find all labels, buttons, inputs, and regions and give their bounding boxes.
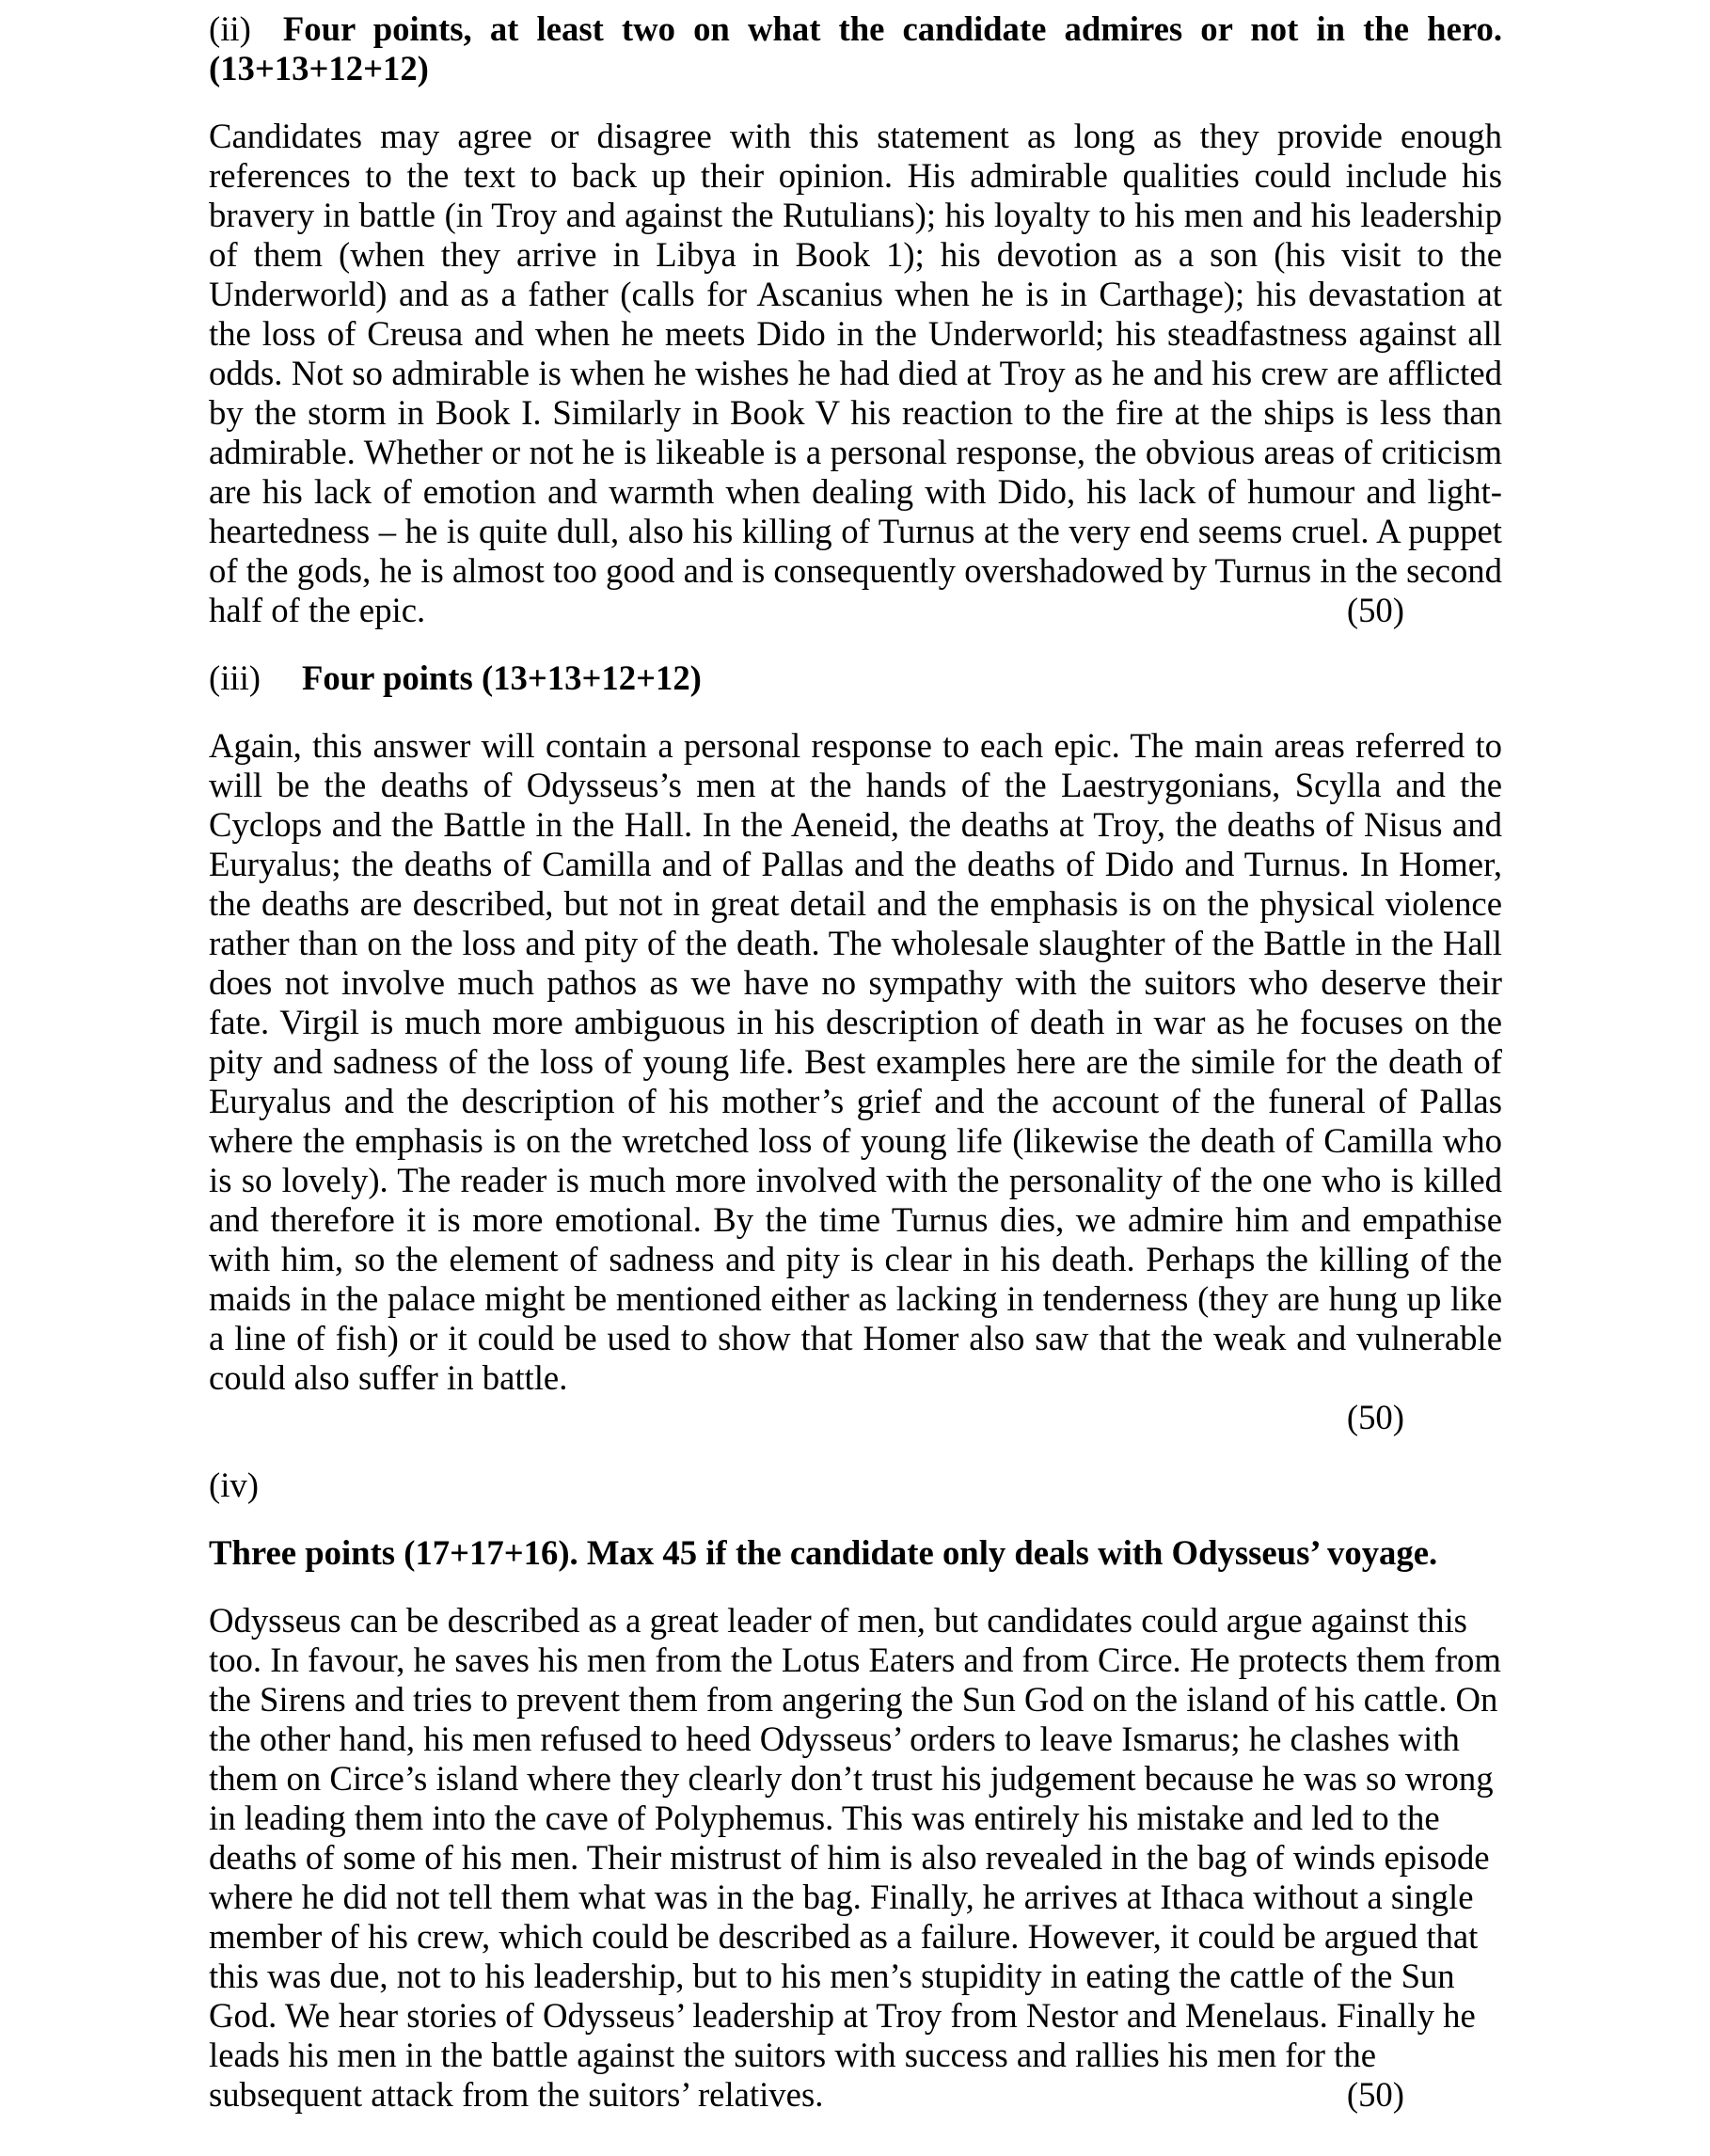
- section-iv-mark: (50): [1346, 2075, 1404, 2114]
- section-iii-heading: [209, 658, 1502, 698]
- section-ii-body-text: Candidates may agree or disagree with this statement as long as they provide enough references to the text to back up their opinion. His admirable qualities could include his bravery in battle (in Troy and against the Rutulians); his loyalty to his men and his leadership of them (when they arrive in Libya in Book 1); his devotion as a son (his visit to the Underworld) and as a father (calls for Ascanius when he is in Carthage); his devastation at the loss of Creusa and when he meets Dido in the Underworld; his steadfastness against all odds. Not so admirable is when he wishes he had died at Troy as he and his crew are afflicted by the storm in Book I. Similarly in Book V his reaction to the fire at the ships is less than admirable. Whether or not he is likeable is a personal response, the obvious areas of criticism are his lack of emotion and warmth when dealing with Dido, his lack of humour and light-heartedness – he is quite dull, also his killing of Turnus at the very end seems cruel. A puppet of the gods, he is almost too good and is consequently overshadowed by Turnus in the second half of the epic.: [209, 117, 1502, 629]
- section-iii-label: (iii): [209, 658, 261, 697]
- section-iv-heading: Three points (17+17+16). Max 45 if the candidate only deals with Odysseus’ voyage.: [209, 1533, 1438, 1572]
- section-iv-label-line: [209, 1466, 1502, 1505]
- section-ii-heading-line1: [209, 9, 1502, 49]
- section-iii-heading-text: Four points (13+13+12+12): [302, 658, 702, 697]
- section-ii-heading: [209, 9, 1502, 88]
- section-iv-body: [209, 1601, 1502, 2115]
- section-iv-body-text: Odysseus can be described as a great leader of men, but candidates could argue against this too. In favour, he saves his men from the Lotus Eaters and from Circe. He protects them from the Sirens and tries to prevent them from angering the Sun God on the island of his cattle. On the other hand, his men refused to heed Odysseus’ orders to leave Ismarus; he clashes with them on Circe’s island where they clearly don’t trust his judgement because he was so wrong in leading them into the cave of Polyphemus. This was entirely his mistake and led to the deaths of some of his men. Their mistrust of him is also revealed in the bag of winds episode where he did not tell them what was in the bag. Finally, he arrives at Ithaca without a single member of his crew, which could be described as a failure. However, it could be argued that this was due, not to his leadership, but to his men’s stupidity in eating the cattle of the Sun God. We hear stories of Odysseus’ leadership at Troy from Nestor and Menelaus. Finally he leads his men in the battle against the suitors with success and rallies his men for the subsequent attack from the suitors’ relatives.: [209, 1601, 1501, 2114]
- section-iii-mark: (50): [1346, 1398, 1404, 1436]
- section-ii-label: (ii): [209, 9, 251, 48]
- section-ii-body: [209, 117, 1502, 630]
- section-iii-body: [209, 726, 1502, 1398]
- section-ii-mark: (50): [1346, 591, 1404, 629]
- section-ii-heading-marks: (13+13+12+12): [209, 49, 429, 87]
- section-iv-label: (iv): [209, 1466, 259, 1504]
- section-ii-heading-text: Four points, at least two on what the candidate admires or not in the hero.: [282, 9, 1502, 48]
- section-iii-body-text: Again, this answer will contain a personal response to each epic. The main areas referred to will be the deaths of Odysseus’s men at the hands of the Laestrygonians, Scylla and the Cyclops and the Battle in the Hall. In the Aeneid, the deaths at Troy, the deaths of Nisus and Euryalus; the deaths of Camilla and of Pallas and the deaths of Dido and Turnus. In Homer, the deaths are described, but not in great detail and the emphasis is on the physical violence rather than on the loss and pity of the death. The wholesale slaughter of the Battle in the Hall does not involve much pathos as we have no sympathy with the suitors who deserve their fate. Virgil is much more ambiguous in his description of death in war as he focuses on the pity and sadness of the loss of young life. Best examples here are the simile for the death of Euryalus and the description of his mother’s grief and the account of the funeral of Pallas where the emphasis is on the wretched loss of young life (likewise the death of Camilla who is so lovely). The reader is much more involved with the personality of the one who is killed and therefore it is more emotional. By the time Turnus dies, we admire him and empathise with him, so the element of sadness and pity is clear in his death. Perhaps the killing of the maids in the palace might be mentioned either as lacking in tenderness (they are hung up like a line of fish) or it could be used to show that Homer also saw that the weak and vulnerable could also suffer in battle.: [209, 726, 1502, 1397]
